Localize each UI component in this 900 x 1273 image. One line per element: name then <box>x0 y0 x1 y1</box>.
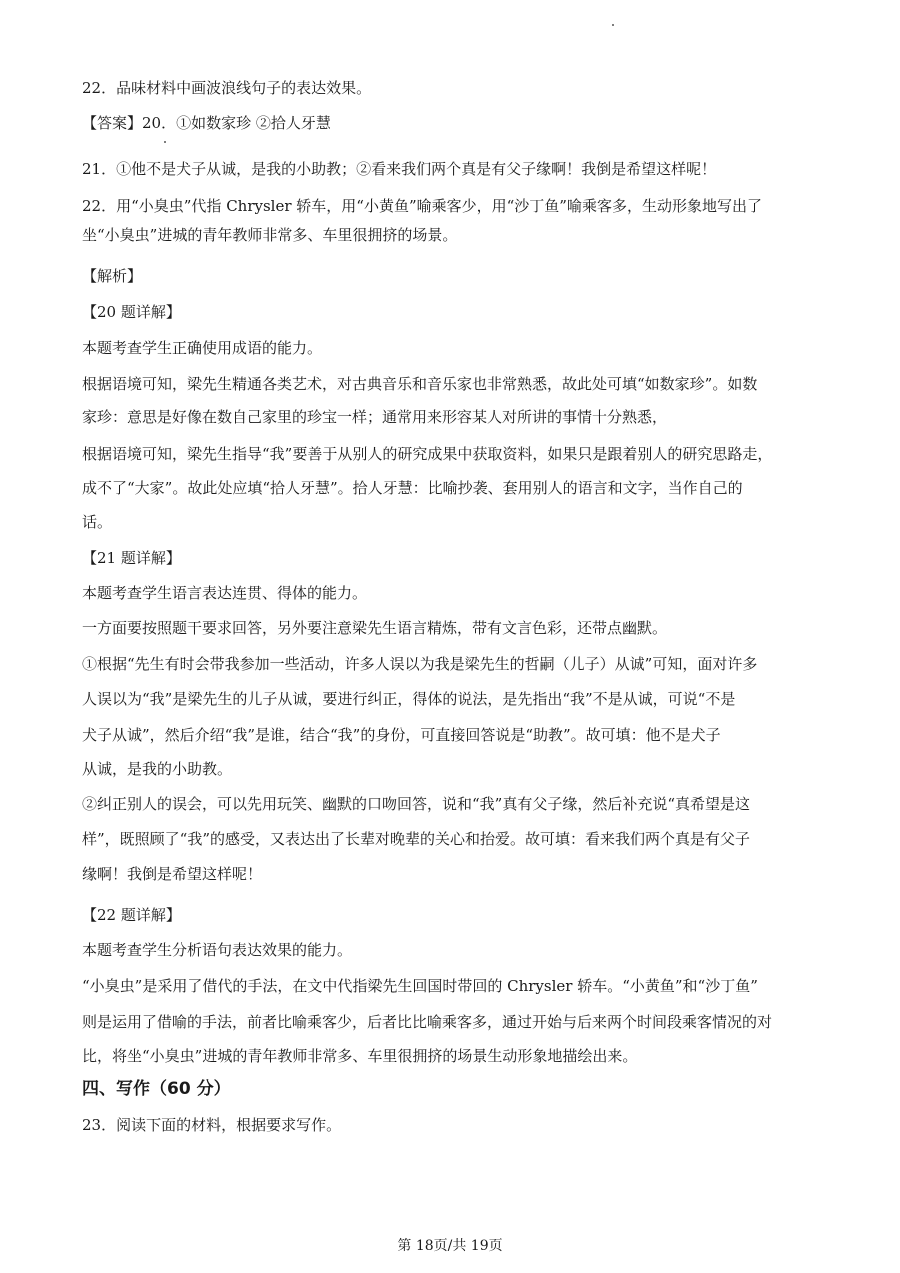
detail-20-para1-line1: 根据语境可知，梁先生精通各类艺术，对古典音乐和音乐家也非常熟悉，故此处可填“如数家珍”。如数 <box>82 375 758 393</box>
analysis-label: 【解析】 <box>82 267 143 285</box>
page-footer: 第 18页/共 19页 <box>397 1238 503 1254</box>
detail-21-heading: 【21 题详解】 <box>82 549 181 567</box>
detail-21-note: 一方面要按照题干要求回答，另外要注意梁先生语言精炼，带有文言色彩，还带点幽默。 <box>82 619 668 637</box>
detail-21-point1-line1: ①根据“先生有时会带我参加一些活动，许多人误以为我是梁先生的哲嗣（儿子）从诚”可知，面对许多 <box>82 655 758 673</box>
detail-21-point2-line1: ②纠正别人的误会，可以先用玩笑、幽默的口吻回答，说和“我”真有父子缘，然后补充说“真希望是这 <box>82 795 751 813</box>
section-heading-writing: 四、写作（60 分） <box>82 1079 231 1099</box>
detail-20-para2-line1: 根据语境可知，梁先生指导“我”要善于从别人的研究成果中获取资料，如果只是跟着别人的研究思路走， <box>82 445 773 463</box>
answer-21: 21．①他不是犬子从诚，是我的小助教；②看来我们两个真是有父子缘啊！我倒是希望这样呢！ <box>82 160 717 178</box>
detail-21-intro: 本题考查学生语言表达连贯、得体的能力。 <box>82 584 368 602</box>
detail-21-point1-line4: 从诚，是我的小助教。 <box>82 760 233 778</box>
answer-22-line-1: 22．用“小臭虫”代指 Chrysler 轿车，用“小黄鱼”喻乘客少，用“沙丁鱼”喻乘客多，生动形象地写出了 <box>82 197 762 215</box>
detail-21-point2-line2: 样”，既照顾了“我”的感受，又表达出了长辈对晚辈的关心和抬爱。故可填：看来我们两个真是有父子 <box>82 830 751 848</box>
detail-20-para1-line2: 家珍：意思是好像在数自己家里的珍宝一样；通常用来形容某人对所讲的事情十分熟悉， <box>82 408 668 426</box>
detail-20-heading: 【20 题详解】 <box>82 303 181 321</box>
detail-21-point2-line3: 缘啊！我倒是希望这样呢！ <box>82 865 263 883</box>
detail-22-intro: 本题考查学生分析语句表达效果的能力。 <box>82 941 353 959</box>
detail-21-point1-line3: 犬子从诚”，然后介绍“我”是谁，结合“我”的身份，可直接回答说是“助教”。故可填：他不是犬子 <box>82 726 721 744</box>
detail-22-para-line1: “小臭虫”是采用了借代的手法，在文中代指梁先生回国时带回的 Chrysler 轿车。“小黄鱼”和“沙丁鱼” <box>82 977 758 995</box>
detail-22-heading: 【22 题详解】 <box>82 906 181 924</box>
question-23: 23．阅读下面的材料，根据要求写作。 <box>82 1116 342 1134</box>
detail-22-para-line3: 比，将坐“小臭虫”进城的青年教师非常多、车里很拥挤的场景生动形象地描绘出来。 <box>82 1047 638 1065</box>
answer-22-line-2: 坐“小臭虫”进城的青年教师非常多、车里很拥挤的场景。 <box>82 226 458 244</box>
stray-dot <box>612 24 614 26</box>
question-22-prompt: 22．品味材料中画波浪线句子的表达效果。 <box>82 79 372 97</box>
emphasis-dot <box>164 141 166 143</box>
detail-20-para2-line2: 成不了“大家”。故此处应填“拾人牙慧”。拾人牙慧：比喻抄袭、套用别人的语言和文字，当作自己的 <box>82 479 743 497</box>
detail-22-para-line2: 则是运用了借喻的手法，前者比喻乘客少，后者比比喻乘客多，通过开始与后来两个时间段乘客情况的对 <box>82 1013 773 1031</box>
detail-20-intro: 本题考查学生正确使用成语的能力。 <box>82 339 323 357</box>
answer-line: 【答案】20．①如数家珍 ②拾人牙慧 <box>82 114 331 132</box>
detail-20-para2-line3: 话。 <box>82 513 113 531</box>
detail-21-point1-line2: 人误以为“我”是梁先生的儿子从诚，要进行纠正，得体的说法，是先指出“我”不是从诚，可说“不是 <box>82 690 736 708</box>
